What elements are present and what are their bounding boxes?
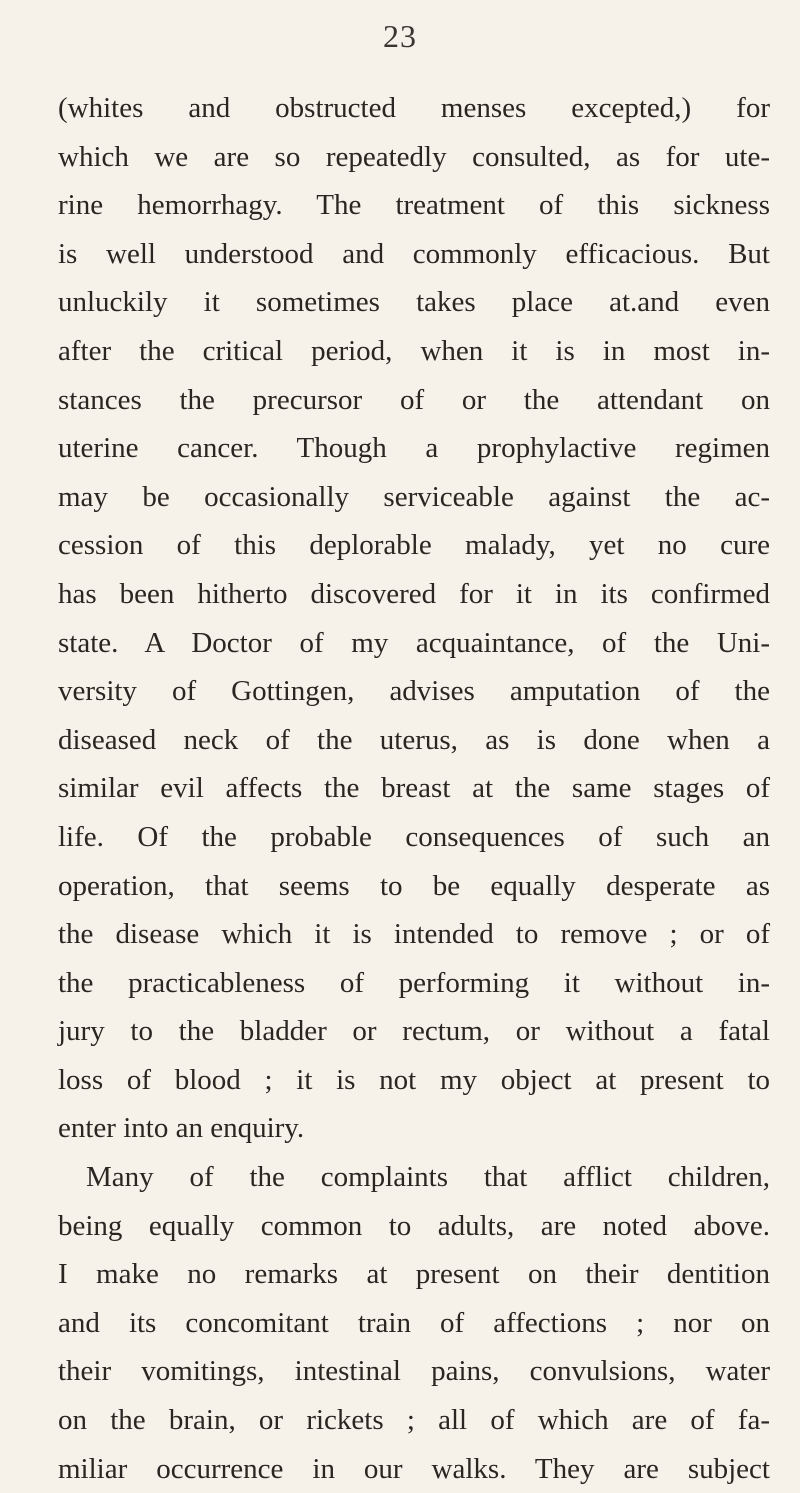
body-text (58, 84, 770, 1493)
paragraph-end-line: enter into an enquiry. (58, 1112, 305, 1145)
text-line: uterine cancer. Though a prophylactive regimen (58, 432, 770, 465)
text-line: being equally common to adults, are noted above. (58, 1209, 770, 1242)
text-line: the practicableness of performing it without in- (58, 966, 770, 999)
paragraph-start-line: Many of the complaints that afflict children, (86, 1161, 770, 1194)
text-line: the disease which it is intended to remove ; or of (58, 918, 770, 951)
page-number: 23 (383, 18, 417, 54)
text-line: after the critical period, when it is in most in- (58, 334, 770, 367)
text-line: versity of Gottingen, advises amputation of the (58, 675, 770, 708)
text-line: similar evil affects the breast at the same stages of (58, 772, 770, 805)
text-line: unluckily it sometimes takes place at.and even (58, 286, 770, 319)
text-line: miliar occurrence in our walks. They are subject (58, 1452, 770, 1485)
text-line: rine hemorrhagy. The treatment of this sickness (58, 189, 770, 222)
text-line: jury to the bladder or rectum, or without a fatal (58, 1015, 770, 1048)
text-line: state. A Doctor of my acquaintance, of the Uni- (58, 626, 770, 659)
text-line: their vomitings, intestinal pains, convulsions, water (58, 1355, 770, 1388)
text-line: life. Of the probable consequences of such an (58, 820, 770, 853)
text-line: loss of blood ; it is not my object at present to (58, 1063, 770, 1096)
text-line: I make no remarks at present on their dentition (58, 1258, 770, 1291)
text-line: on the brain, or rickets ; all of which are of fa- (58, 1404, 770, 1437)
text-line: is well understood and commonly efficacious. But (58, 237, 770, 270)
text-line: operation, that seems to be equally desperate as (58, 869, 770, 902)
text-line: stances the precursor of or the attendant on (58, 383, 770, 416)
text-line: cession of this deplorable malady, yet no cure (58, 529, 770, 562)
text-line: may be occasionally serviceable against the ac- (58, 480, 770, 513)
text-line: has been hitherto discovered for it in its confirmed (58, 577, 770, 610)
text-line: diseased neck of the uterus, as is done when a (58, 723, 770, 756)
text-line: (whites and obstructed menses excepted,) for (58, 92, 770, 124)
text-line: which we are so repeatedly consulted, as for ute- (58, 140, 770, 173)
text-line: and its concomitant train of affections ; nor on (58, 1306, 770, 1339)
